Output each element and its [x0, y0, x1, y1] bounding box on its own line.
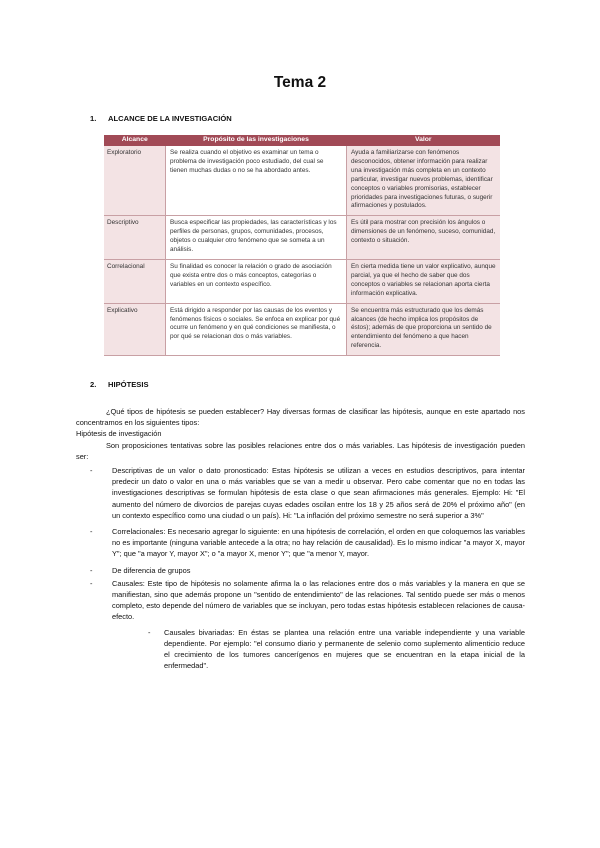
list-item-text: De diferencia de grupos [112, 565, 191, 575]
cell-valor: Es útil para mostrar con precisión los ángulos o dimensiones de un fenómeno, suceso, comunidad, contexto o situación. [347, 216, 501, 260]
bullet: - [90, 578, 93, 588]
cell-proposito: Su finalidad es conocer la relación o grado de asociación que exista entre dos o más conceptos, categorías o variables en un contexto específico. [166, 259, 347, 303]
table-row [104, 146, 500, 216]
column-header: Valor [347, 135, 501, 146]
section-number: 1. [90, 114, 97, 123]
cell-alcance: Correlacional [104, 259, 166, 303]
list-item [76, 565, 525, 576]
definition-paragraph: Son proposiciones tentativas sobre las posibles relaciones entre dos o más variables. Las hipótesis de investigación pueden ser: [76, 440, 525, 461]
list-item-text: Causales: Este tipo de hipótesis no solamente afirma la o las relaciones entre dos o más variables y la manera en que se manifiestan, sino que además propone un "sentido de entendimiento" de las relaciones. Tal sentido puede ser más o menos completo, esto depende del número de variables que se incluyan, pero todas estas hipótesis establecen relaciones de causa-efecto. [112, 578, 525, 622]
cell-alcance: Exploratorio [104, 146, 166, 216]
list-item-text: Descriptivas de un valor o dato pronosticado: Estas hipótesis se utilizan a veces en estudios descriptivos, para intentar predecir un dato o valor en una o más variables que se van a medir u observar. Pero cabe comentar que no en todas las investigaciones descriptivas se formulan hipótesis de esta clase o que sean afirmaciones más generales. Ejemplo: Hi: "El aumento del número de divorcios de parejas cuyas edades oscilan entre los 18 y 25 años será de 20% el próximo año" (en un contexto específico como una ciudad o un país). Hi: "La inflación del próximo semestre no será superior a 3%" [112, 466, 525, 520]
section-heading-alcance [90, 114, 232, 123]
table-row [104, 303, 500, 356]
list-item [76, 465, 525, 521]
cell-proposito: Se realiza cuando el objetivo es examinar un tema o problema de investigación poco estudiado, del cual se tienen muchas dudas o no se ha abordado antes. [166, 146, 347, 216]
list-item [76, 526, 525, 560]
list-item-text: Correlacionales: Es necesario agregar lo siguiente: en una hipótesis de correlación, el orden en que coloquemos las variables no es importante (ninguna variable antecede a la otra; no hay relación de causalidad). Es lo mismo indicar "a mayor X, mayor Y"; que "a mayor Y, mayor X"; o "a mayor X, menor Y"; que "a menor Y, mayor. [112, 527, 525, 559]
body-text [76, 406, 525, 671]
page-title: Tema 2 [273, 74, 327, 91]
intro-paragraph: ¿Qué tipos de hipótesis se pueden establecer? Hay diversas formas de clasificar las hipótesis, aunque en este apartado nos concentramos en los siguientes tipos: [76, 407, 525, 428]
table-header-row [104, 135, 500, 146]
column-header: Alcance [104, 135, 166, 146]
section-number: 2. [90, 380, 97, 389]
bullet: - [90, 527, 93, 537]
table-row [104, 216, 500, 260]
cell-proposito: Está dirigido a responder por las causas de los eventos y fenómenos físicos o sociales. Se enfoca en explicar por qué ocurre un fenómeno y en qué condiciones se manifiesta, o por qué se relacionan dos o más variables. [166, 303, 347, 356]
cell-alcance: Explicativo [104, 303, 166, 356]
cell-valor: Se encuentra más estructurado que los demás alcances (de hecho implica los propósitos de éstos); además de que proporciona un sentido de entendimiento del fenómeno a que hacen referencia. [347, 303, 501, 356]
cell-alcance: Descriptivo [104, 216, 166, 260]
cell-proposito: Busca especificar las propiedades, las características y los perfiles de personas, grupos, comunidades, procesos, objetos o cualquier otro fenómeno que se someta a un análisis. [166, 216, 347, 260]
sub-list-item-text: Causales bivariadas: En éstas se plantea una relación entre una variable independiente y una variable dependiente. Por ejemplo: "el consumo diario y permanente de selenio como suplemento alimenticio reduce el crecimiento de los tumores cancerígenos en mujeres que se encuentran en la etapa inicial de la enfermedad". [164, 627, 525, 671]
cell-valor: En cierta medida tiene un valor explicativo, aunque parcial, ya que el hecho de saber que dos conceptos o variables se relacionan aporta cierta información explicativa. [347, 259, 501, 303]
section-title: HIPÓTESIS [108, 380, 149, 389]
bullet: - [90, 466, 93, 476]
section-heading-hipotesis [90, 380, 149, 389]
sub-list-item [76, 627, 525, 672]
subheading: Hipótesis de investigación [76, 429, 162, 439]
section-title: ALCANCE DE LA INVESTIGACIÓN [108, 114, 232, 123]
table-row [104, 259, 500, 303]
bullet: - [148, 627, 151, 637]
bullet: - [90, 565, 93, 575]
list-item [76, 578, 525, 623]
alcance-table [104, 135, 500, 356]
column-header: Propósito de las investigaciones [166, 135, 347, 146]
cell-valor: Ayuda a familiarizarse con fenómenos desconocidos, obtener información para realizar una investigación más completa en un contexto particular, investigar nuevos problemas, identificar conceptos o variables promisorias, establecer prioridades para investigaciones futuras, o sugerir afirmaciones y postulados. [347, 146, 501, 216]
